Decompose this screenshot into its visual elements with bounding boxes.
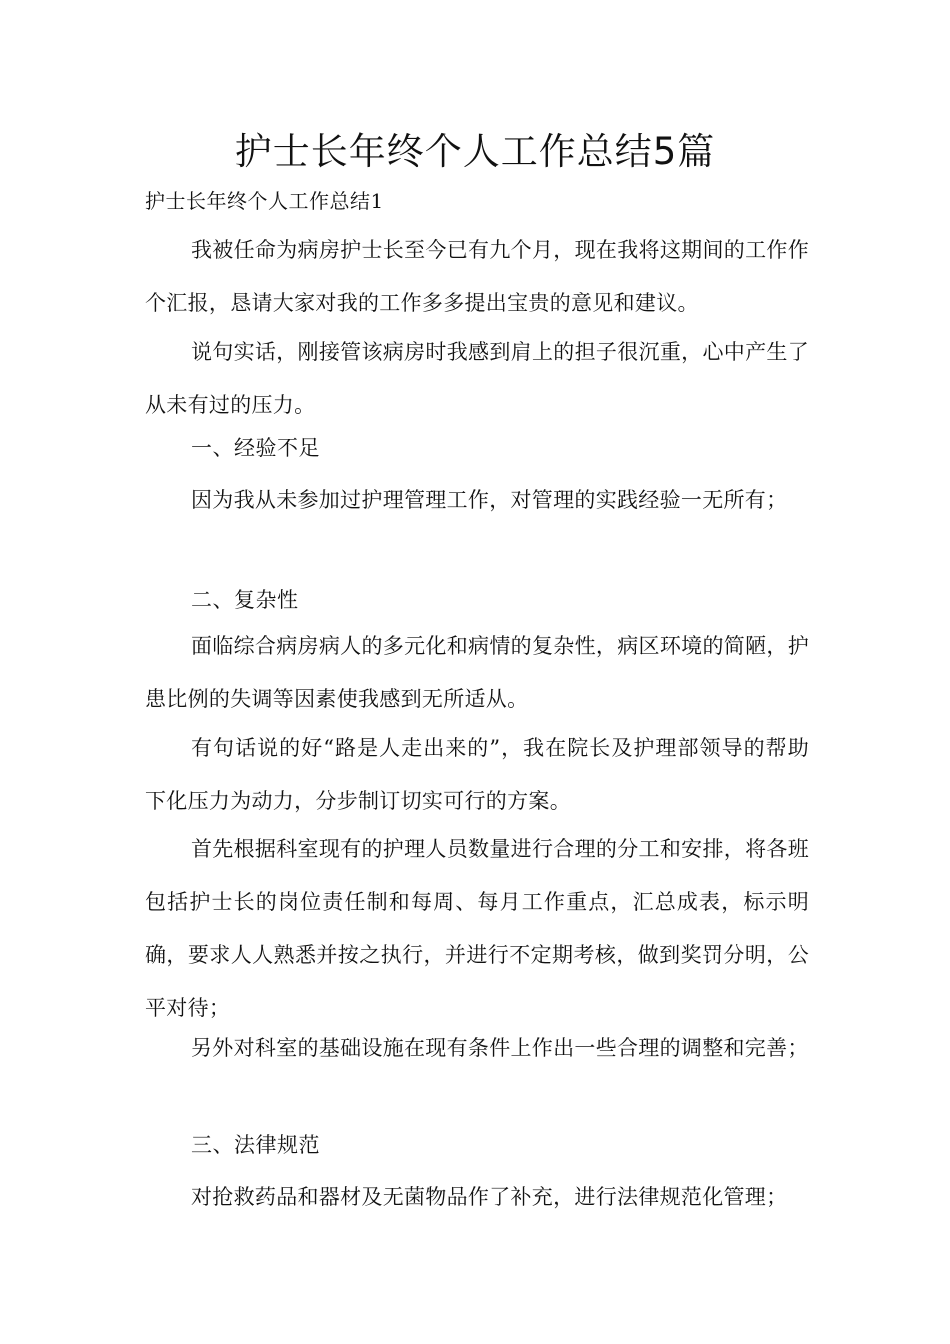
paragraph: 首先根据科室现有的护理人员数量进行合理的分工和安排，将各班包括护士长的岗位责任制和每周、每月工作重点，汇总成表，标示明确，要求人人熟悉并按之执行，并进行不定期考核，做到奖罚分明，公平对待； [145, 837, 809, 1020]
document-title: 护士长年终个人工作总结5篇 [234, 130, 716, 173]
section-heading: 二、复杂性 [191, 588, 299, 612]
paragraph: 对抢救药品和器材及无菌物品作了补充，进行法律规范化管理； [191, 1185, 788, 1209]
paragraph: 有句话说的好“路是人走出来的”，我在院长及护理部领导的帮助下化压力为动力，分步制订切实可行的方案。 [145, 736, 809, 813]
section-subtitle: 护士长年终个人工作总结1 [145, 189, 384, 213]
paragraph: 另外对科室的基础设施在现有条件上作出一些合理的调整和完善； [191, 1036, 809, 1060]
section-heading: 三、法律规范 [191, 1133, 320, 1157]
section-heading: 一、经验不足 [191, 436, 320, 460]
paragraph: 面临综合病房病人的多元化和病情的复杂性，病区环境的简陋，护患比例的失调等因素使我感到无所适从。 [145, 634, 809, 711]
paragraph: 因为我从未参加过护理管理工作，对管理的实践经验一无所有； [191, 488, 788, 512]
paragraph: 我被任命为病房护士长至今已有九个月，现在我将这期间的工作作个汇报，恳请大家对我的工作多多提出宝贵的意见和建议。 [145, 238, 809, 315]
paragraph: 说句实话，刚接管该病房时我感到肩上的担子很沉重，心中产生了从未有过的压力。 [145, 340, 809, 417]
